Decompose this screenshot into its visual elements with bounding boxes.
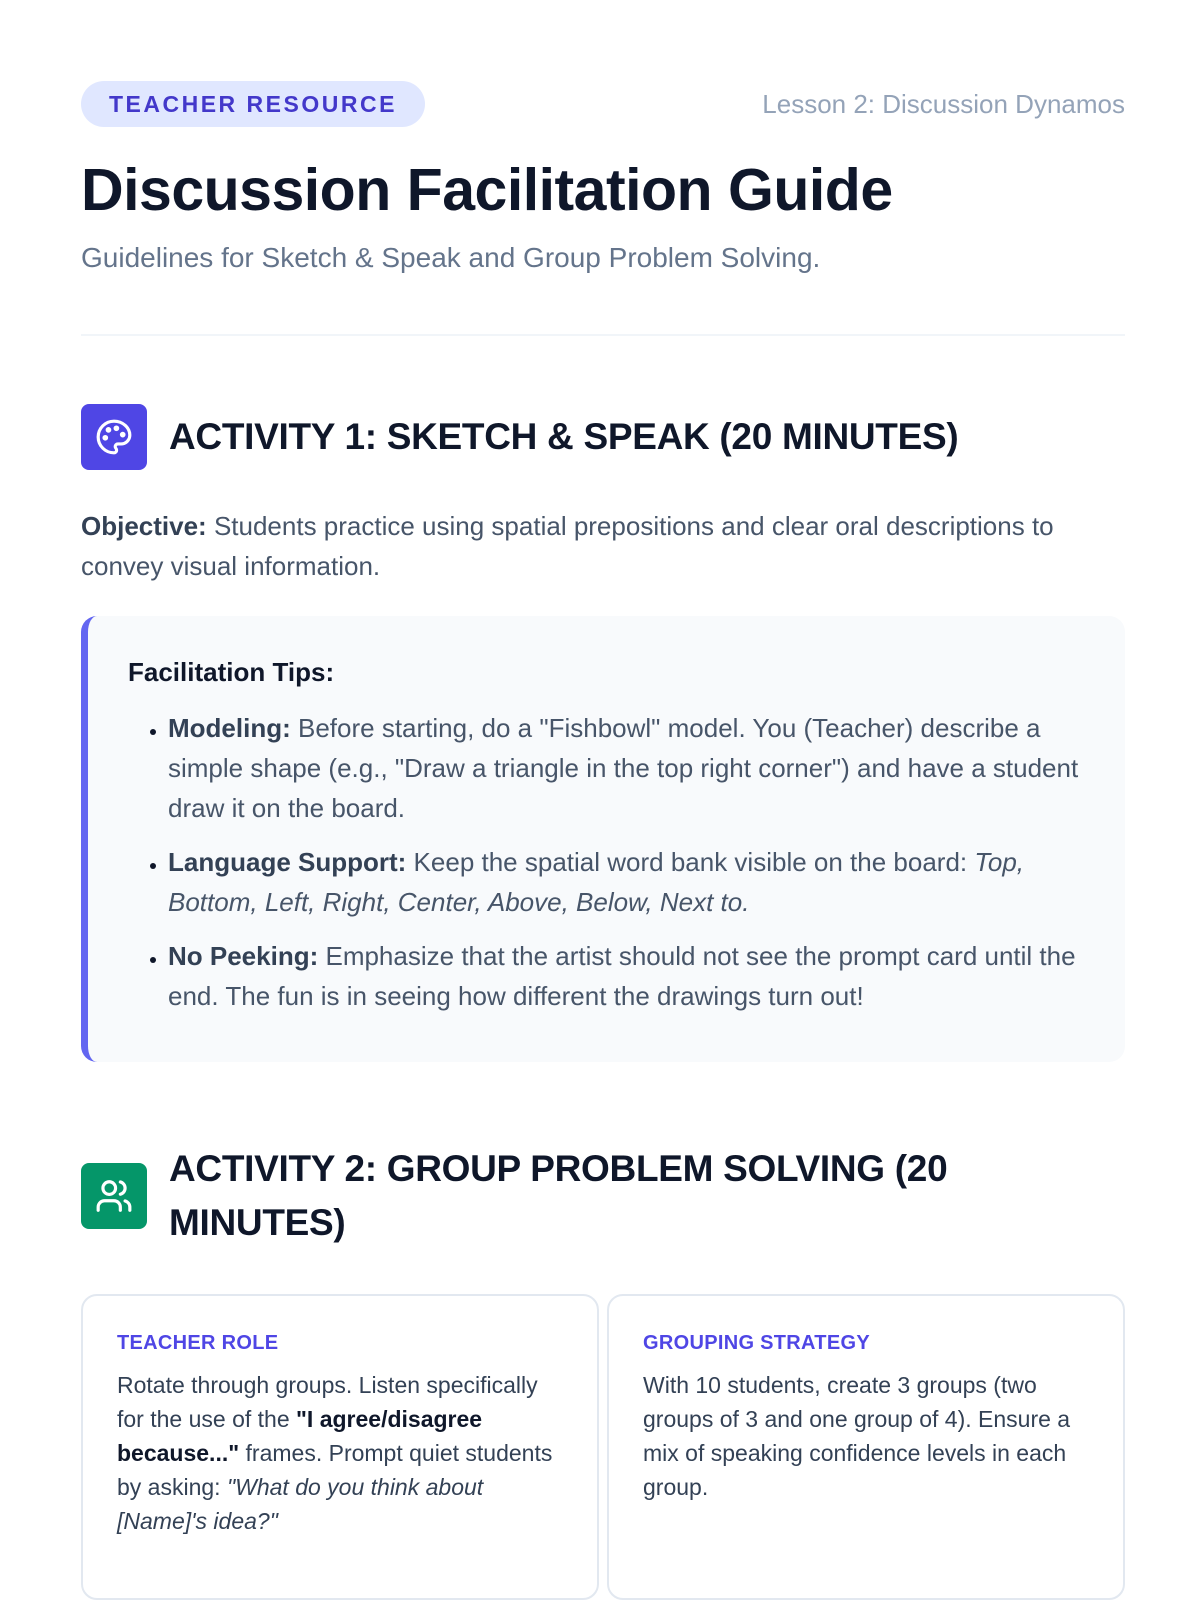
- card-text-part: Rotate through groups. Listen specifically for the use of the: [117, 1372, 538, 1432]
- tip-item-modeling: [168, 708, 1085, 828]
- activity-2-header: [81, 1142, 1125, 1250]
- objective-label: Objective:: [81, 511, 207, 541]
- header-row: [81, 80, 1125, 128]
- activity-2-title: ACTIVITY 2: GROUP PROBLEM SOLVING (20 MINUTES): [169, 1148, 948, 1243]
- tip-label: Language Support:: [168, 847, 407, 877]
- tip-text: Keep the spatial word bank visible on the board:: [406, 847, 975, 877]
- teacher-role-card: [81, 1294, 599, 1600]
- card-label: TEACHER ROLE: [117, 1332, 279, 1354]
- header-divider: [81, 334, 1125, 336]
- card-label: GROUPING STRATEGY: [643, 1332, 870, 1354]
- objective-text: Students practice using spatial prepositions and clear oral descriptions to convey visual information.: [81, 511, 1054, 581]
- activity-2-section: [81, 1142, 1125, 1600]
- word-bank-text: Top, Bottom, Left, Right, Center, Above, Below, Next to.: [168, 847, 1024, 917]
- users-icon: [81, 1163, 147, 1229]
- activity-2-cards: [81, 1294, 1125, 1600]
- tip-text: Emphasize that the artist should not see the prompt card until the end. The fun is in seeing how different the drawings turn out!: [168, 941, 1076, 1011]
- tip-label: Modeling:: [168, 713, 291, 743]
- facilitation-guide-page: [81, 80, 1125, 1600]
- activity-1-objective: [81, 506, 1125, 586]
- activity-1-section: [81, 404, 1125, 1062]
- grouping-strategy-card: [607, 1294, 1125, 1600]
- tips-title: Facilitation Tips:: [128, 657, 335, 687]
- tips-list: [128, 708, 1085, 1016]
- facilitation-tips-box: [81, 616, 1125, 1062]
- page-subtitle: Guidelines for Sketch & Speak and Group Problem Solving.: [81, 242, 821, 273]
- resource-badge: TEACHER RESOURCE: [81, 81, 425, 127]
- card-text: With 10 students, create 3 groups (two groups of 3 and one group of 4). Ensure a mix of speaking confidence levels in each group.: [643, 1372, 1071, 1500]
- tip-item-no-peeking: [168, 936, 1085, 1016]
- tip-text: Before starting, do a "Fishbowl" model. You (Teacher) describe a simple shape (e.g., "Draw a triangle in the top right corner") and have a student draw it on the board.: [168, 713, 1079, 823]
- activity-1-header: [81, 404, 1125, 470]
- card-text: [117, 1368, 565, 1538]
- tip-item-language-support: [168, 842, 1085, 922]
- activity-1-title: ACTIVITY 1: SKETCH & SPEAK (20 MINUTES): [169, 416, 959, 457]
- page-title: Discussion Facilitation Guide: [81, 157, 893, 223]
- lesson-label: Lesson 2: Discussion Dynamos: [762, 88, 1125, 119]
- tip-label: No Peeking:: [168, 941, 319, 971]
- card-text-part: frames. Prompt quiet students by asking:: [117, 1440, 553, 1500]
- prompt-question-text: "What do you think about [Name]'s idea?": [117, 1474, 484, 1534]
- palette-icon: [81, 404, 147, 470]
- sentence-frame-text: "I agree/disagree because...": [117, 1406, 483, 1466]
